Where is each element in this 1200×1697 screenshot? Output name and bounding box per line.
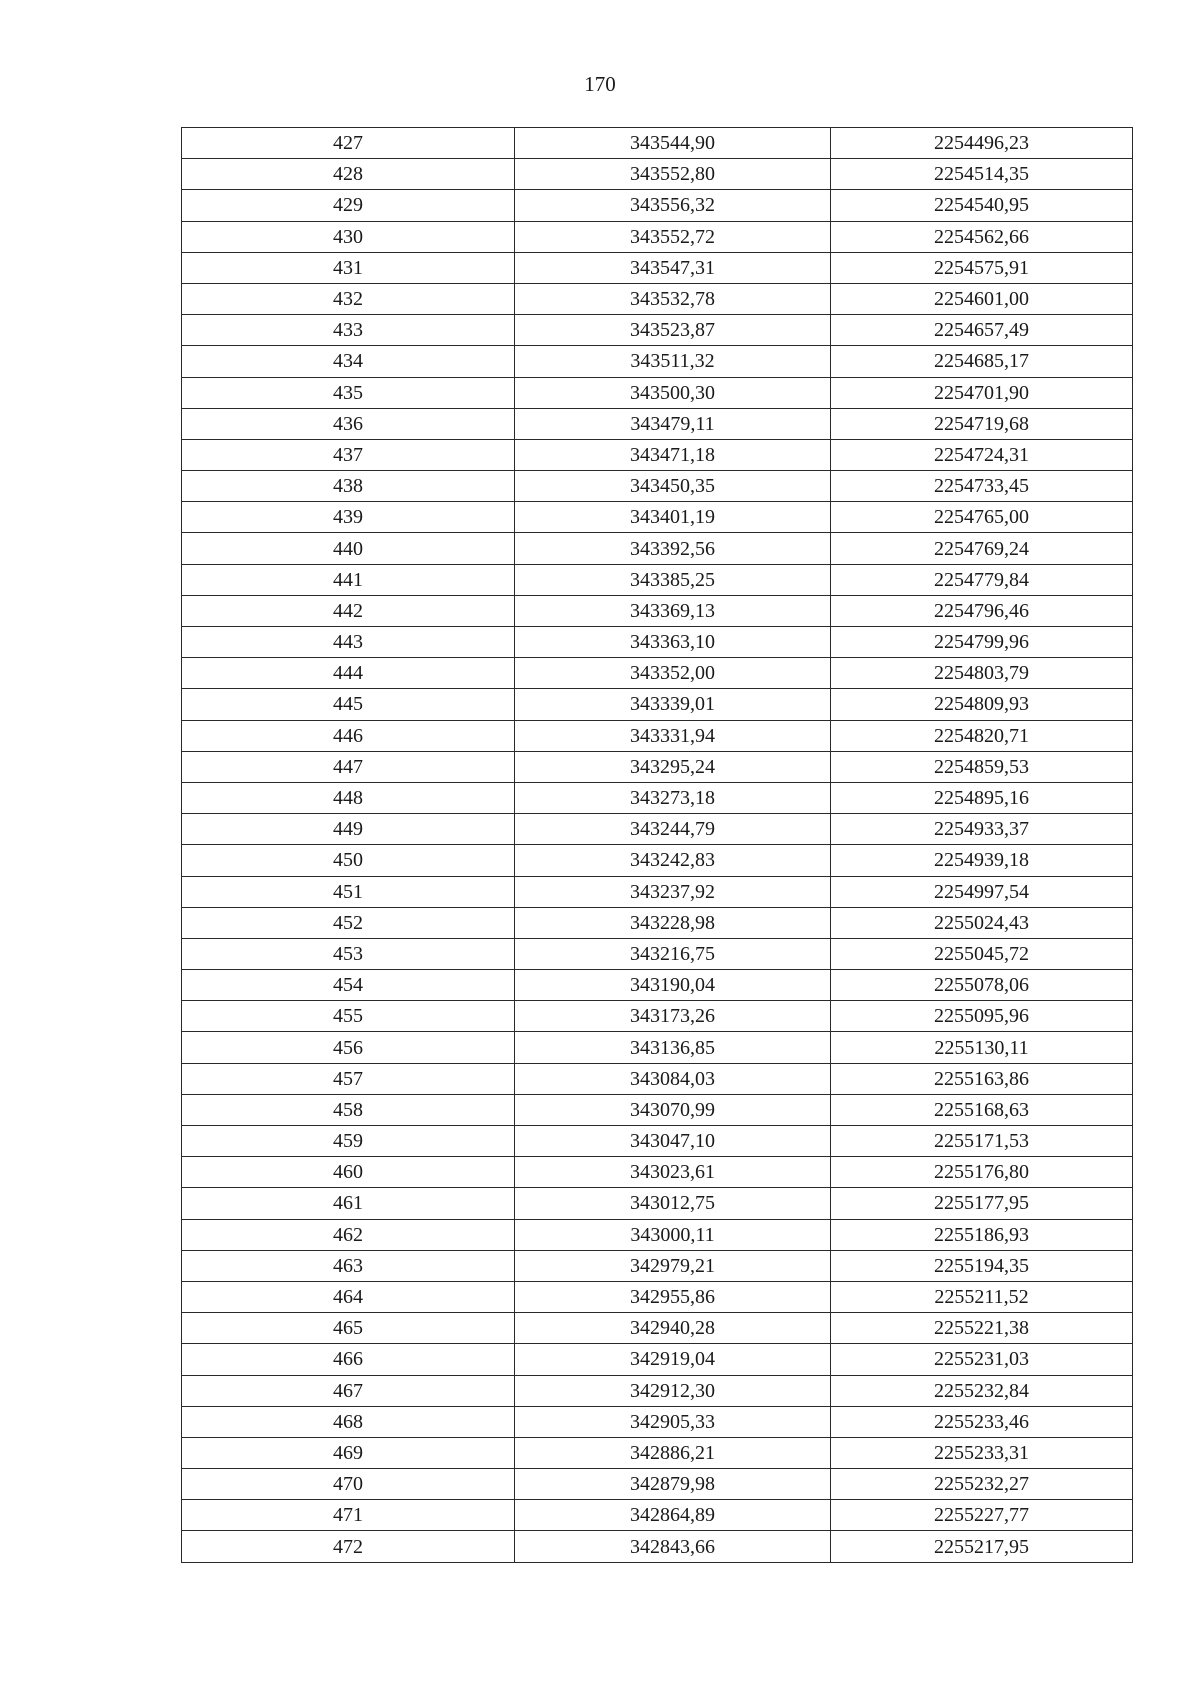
y-coordinate-cell: 2254496,23 [831, 128, 1133, 159]
point-number-cell: 472 [182, 1531, 515, 1562]
y-coordinate-cell: 2254997,54 [831, 876, 1133, 907]
table-row [182, 595, 1133, 626]
point-number-cell: 455 [182, 1001, 515, 1032]
table-row [182, 1500, 1133, 1531]
point-number-cell: 448 [182, 782, 515, 813]
table-row [182, 1188, 1133, 1219]
y-coordinate-cell: 2255211,52 [831, 1281, 1133, 1312]
x-coordinate-cell: 343228,98 [515, 907, 831, 938]
point-number-cell: 445 [182, 689, 515, 720]
x-coordinate-cell: 343273,18 [515, 782, 831, 813]
table-row [182, 1437, 1133, 1468]
y-coordinate-cell: 2254601,00 [831, 283, 1133, 314]
point-number-cell: 462 [182, 1219, 515, 1250]
table-row [182, 1375, 1133, 1406]
table-row [182, 1094, 1133, 1125]
x-coordinate-cell: 343511,32 [515, 346, 831, 377]
x-coordinate-cell: 343012,75 [515, 1188, 831, 1219]
table-row [182, 252, 1133, 283]
x-coordinate-cell: 342843,66 [515, 1531, 831, 1562]
table-row [182, 439, 1133, 470]
x-coordinate-cell: 343216,75 [515, 938, 831, 969]
y-coordinate-cell: 2254820,71 [831, 720, 1133, 751]
x-coordinate-cell: 342886,21 [515, 1437, 831, 1468]
y-coordinate-cell: 2254540,95 [831, 190, 1133, 221]
x-coordinate-cell: 343023,61 [515, 1157, 831, 1188]
point-number-cell: 441 [182, 564, 515, 595]
table-row [182, 190, 1133, 221]
point-number-cell: 451 [182, 876, 515, 907]
x-coordinate-cell: 343479,11 [515, 408, 831, 439]
x-coordinate-cell: 343136,85 [515, 1032, 831, 1063]
point-number-cell: 458 [182, 1094, 515, 1125]
point-number-cell: 465 [182, 1313, 515, 1344]
point-number-cell: 457 [182, 1063, 515, 1094]
y-coordinate-cell: 2255171,53 [831, 1126, 1133, 1157]
y-coordinate-cell: 2254562,66 [831, 221, 1133, 252]
table-row [182, 315, 1133, 346]
y-coordinate-cell: 2255232,27 [831, 1469, 1133, 1500]
y-coordinate-cell: 2254779,84 [831, 564, 1133, 595]
point-number-cell: 432 [182, 283, 515, 314]
x-coordinate-cell: 343532,78 [515, 283, 831, 314]
table-row [182, 658, 1133, 689]
x-coordinate-cell: 343237,92 [515, 876, 831, 907]
point-number-cell: 470 [182, 1469, 515, 1500]
table-row [182, 689, 1133, 720]
y-coordinate-cell: 2254933,37 [831, 814, 1133, 845]
x-coordinate-cell: 343047,10 [515, 1126, 831, 1157]
y-coordinate-cell: 2254657,49 [831, 315, 1133, 346]
x-coordinate-cell: 343295,24 [515, 751, 831, 782]
table-row [182, 1406, 1133, 1437]
table-row [182, 346, 1133, 377]
point-number-cell: 437 [182, 439, 515, 470]
x-coordinate-cell: 343190,04 [515, 970, 831, 1001]
y-coordinate-cell: 2254733,45 [831, 471, 1133, 502]
table-row [182, 408, 1133, 439]
y-coordinate-cell: 2255186,93 [831, 1219, 1133, 1250]
y-coordinate-cell: 2255045,72 [831, 938, 1133, 969]
x-coordinate-cell: 342905,33 [515, 1406, 831, 1437]
y-coordinate-cell: 2255176,80 [831, 1157, 1133, 1188]
x-coordinate-cell: 343385,25 [515, 564, 831, 595]
page-number: 170 [584, 72, 616, 96]
point-number-cell: 429 [182, 190, 515, 221]
point-number-cell: 454 [182, 970, 515, 1001]
point-number-cell: 438 [182, 471, 515, 502]
x-coordinate-cell: 343084,03 [515, 1063, 831, 1094]
point-number-cell: 468 [182, 1406, 515, 1437]
x-coordinate-cell: 342912,30 [515, 1375, 831, 1406]
x-coordinate-cell: 343392,56 [515, 533, 831, 564]
x-coordinate-cell: 343352,00 [515, 658, 831, 689]
point-number-cell: 467 [182, 1375, 515, 1406]
table-row [182, 814, 1133, 845]
x-coordinate-cell: 343070,99 [515, 1094, 831, 1125]
point-number-cell: 459 [182, 1126, 515, 1157]
table-row [182, 1469, 1133, 1500]
y-coordinate-cell: 2255177,95 [831, 1188, 1133, 1219]
table-row [182, 283, 1133, 314]
x-coordinate-cell: 342919,04 [515, 1344, 831, 1375]
y-coordinate-cell: 2255227,77 [831, 1500, 1133, 1531]
y-coordinate-cell: 2254939,18 [831, 845, 1133, 876]
table-row [182, 1219, 1133, 1250]
x-coordinate-cell: 343401,19 [515, 502, 831, 533]
point-number-cell: 431 [182, 252, 515, 283]
y-coordinate-cell: 2255232,84 [831, 1375, 1133, 1406]
table-row [182, 876, 1133, 907]
x-coordinate-cell: 342955,86 [515, 1281, 831, 1312]
table-row [182, 938, 1133, 969]
x-coordinate-cell: 342979,21 [515, 1250, 831, 1281]
point-number-cell: 430 [182, 221, 515, 252]
point-number-cell: 447 [182, 751, 515, 782]
x-coordinate-cell: 343244,79 [515, 814, 831, 845]
x-coordinate-cell: 343544,90 [515, 128, 831, 159]
y-coordinate-cell: 2255233,31 [831, 1437, 1133, 1468]
table-row [182, 1531, 1133, 1562]
coordinates-table-body [182, 128, 1133, 1563]
table-row [182, 1126, 1133, 1157]
y-coordinate-cell: 2254765,00 [831, 502, 1133, 533]
point-number-cell: 444 [182, 658, 515, 689]
y-coordinate-cell: 2255221,38 [831, 1313, 1133, 1344]
point-number-cell: 471 [182, 1500, 515, 1531]
y-coordinate-cell: 2254575,91 [831, 252, 1133, 283]
point-number-cell: 433 [182, 315, 515, 346]
y-coordinate-cell: 2255078,06 [831, 970, 1133, 1001]
y-coordinate-cell: 2254803,79 [831, 658, 1133, 689]
point-number-cell: 466 [182, 1344, 515, 1375]
point-number-cell: 443 [182, 627, 515, 658]
y-coordinate-cell: 2254514,35 [831, 159, 1133, 190]
x-coordinate-cell: 342940,28 [515, 1313, 831, 1344]
table-row [182, 502, 1133, 533]
table-row [182, 564, 1133, 595]
table-row [182, 377, 1133, 408]
table-row [182, 1157, 1133, 1188]
point-number-cell: 463 [182, 1250, 515, 1281]
y-coordinate-cell: 2255233,46 [831, 1406, 1133, 1437]
x-coordinate-cell: 343000,11 [515, 1219, 831, 1250]
y-coordinate-cell: 2254895,16 [831, 782, 1133, 813]
y-coordinate-cell: 2255168,63 [831, 1094, 1133, 1125]
x-coordinate-cell: 343552,80 [515, 159, 831, 190]
table-row [182, 1032, 1133, 1063]
y-coordinate-cell: 2254796,46 [831, 595, 1133, 626]
point-number-cell: 442 [182, 595, 515, 626]
x-coordinate-cell: 343547,31 [515, 252, 831, 283]
point-number-cell: 435 [182, 377, 515, 408]
y-coordinate-cell: 2255231,03 [831, 1344, 1133, 1375]
x-coordinate-cell: 343450,35 [515, 471, 831, 502]
y-coordinate-cell: 2255095,96 [831, 1001, 1133, 1032]
table-row [182, 128, 1133, 159]
x-coordinate-cell: 343552,72 [515, 221, 831, 252]
point-number-cell: 434 [182, 346, 515, 377]
x-coordinate-cell: 343369,13 [515, 595, 831, 626]
table-row [182, 1250, 1133, 1281]
table-row [182, 1063, 1133, 1094]
point-number-cell: 453 [182, 938, 515, 969]
y-coordinate-cell: 2254685,17 [831, 346, 1133, 377]
x-coordinate-cell: 343523,87 [515, 315, 831, 346]
y-coordinate-cell: 2254809,93 [831, 689, 1133, 720]
y-coordinate-cell: 2254799,96 [831, 627, 1133, 658]
table-row [182, 1344, 1133, 1375]
y-coordinate-cell: 2254859,53 [831, 751, 1133, 782]
table-row [182, 533, 1133, 564]
table-row [182, 471, 1133, 502]
x-coordinate-cell: 343242,83 [515, 845, 831, 876]
table-row [182, 1281, 1133, 1312]
point-number-cell: 439 [182, 502, 515, 533]
point-number-cell: 452 [182, 907, 515, 938]
table-row [182, 782, 1133, 813]
point-number-cell: 460 [182, 1157, 515, 1188]
x-coordinate-cell: 343339,01 [515, 689, 831, 720]
point-number-cell: 456 [182, 1032, 515, 1063]
x-coordinate-cell: 342864,89 [515, 1500, 831, 1531]
y-coordinate-cell: 2255163,86 [831, 1063, 1133, 1094]
x-coordinate-cell: 343173,26 [515, 1001, 831, 1032]
table-row [182, 751, 1133, 782]
y-coordinate-cell: 2255194,35 [831, 1250, 1133, 1281]
table-row [182, 720, 1133, 751]
y-coordinate-cell: 2254719,68 [831, 408, 1133, 439]
table-row [182, 845, 1133, 876]
y-coordinate-cell: 2255024,43 [831, 907, 1133, 938]
y-coordinate-cell: 2255130,11 [831, 1032, 1133, 1063]
x-coordinate-cell: 343331,94 [515, 720, 831, 751]
y-coordinate-cell: 2254724,31 [831, 439, 1133, 470]
point-number-cell: 469 [182, 1437, 515, 1468]
y-coordinate-cell: 2255217,95 [831, 1531, 1133, 1562]
y-coordinate-cell: 2254769,24 [831, 533, 1133, 564]
point-number-cell: 428 [182, 159, 515, 190]
x-coordinate-cell: 343500,30 [515, 377, 831, 408]
table-row [182, 627, 1133, 658]
table-row [182, 159, 1133, 190]
point-number-cell: 449 [182, 814, 515, 845]
x-coordinate-cell: 343556,32 [515, 190, 831, 221]
table-row [182, 1001, 1133, 1032]
point-number-cell: 436 [182, 408, 515, 439]
x-coordinate-cell: 343471,18 [515, 439, 831, 470]
y-coordinate-cell: 2254701,90 [831, 377, 1133, 408]
x-coordinate-cell: 343363,10 [515, 627, 831, 658]
point-number-cell: 446 [182, 720, 515, 751]
table-row [182, 1313, 1133, 1344]
table-row [182, 907, 1133, 938]
point-number-cell: 464 [182, 1281, 515, 1312]
table-row [182, 970, 1133, 1001]
point-number-cell: 450 [182, 845, 515, 876]
point-number-cell: 461 [182, 1188, 515, 1219]
point-number-cell: 427 [182, 128, 515, 159]
table-row [182, 221, 1133, 252]
point-number-cell: 440 [182, 533, 515, 564]
x-coordinate-cell: 342879,98 [515, 1469, 831, 1500]
coordinates-table [181, 127, 1133, 1563]
